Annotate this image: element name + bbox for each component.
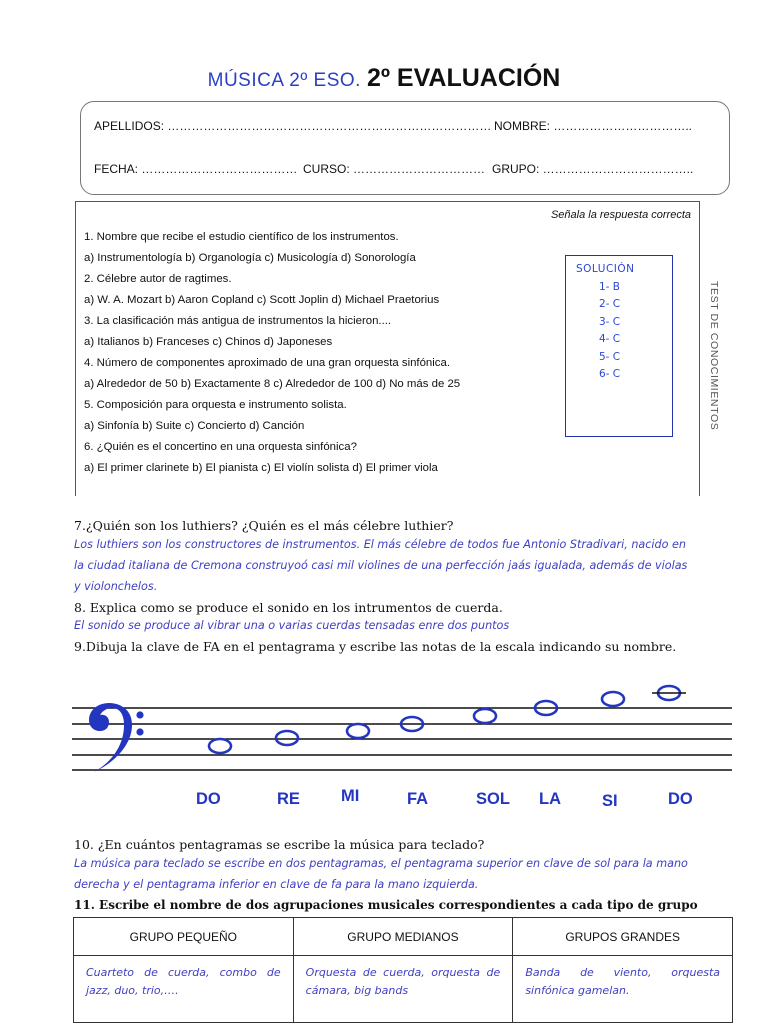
solution-title: SOLUCIÓN [576, 263, 635, 275]
test-line: a) El primer clarinete b) El pianista c) El violín solista d) El primer viola [84, 462, 438, 474]
solution-box [565, 255, 673, 437]
answer-8: El sonido se produce al vibrar una o varias cuerdas tensadas enre dos puntos [74, 619, 510, 632]
answer-7-line: y violonchelos. [74, 580, 158, 593]
header-large-group: GRUPOS GRANDES [513, 918, 733, 956]
bass-clef-icon [89, 703, 144, 772]
test-line: 6. ¿Quién es el concertino en una orquesta sinfónica? [84, 441, 357, 453]
answer-10-line: La música para teclado se escribe en dos pentagramas, el pentagrama superior en clave de sol para la mano [74, 857, 688, 870]
solution-item: 2- C [599, 298, 621, 310]
staff-lines [72, 708, 732, 770]
answer-7-line: Los luthiers son los constructores de instrumentos. El más célebre de todos fue Antonio Stradivari, nacido en [74, 538, 687, 551]
question-7: 7.¿Quién son los luthiers? ¿Quién es el más célebre luthier? [74, 518, 454, 533]
music-staff [62, 675, 734, 785]
note-label: FA [407, 790, 429, 808]
test-line: a) Sinfonía b) Suite c) Concierto d) Canción [84, 420, 305, 432]
answer-10-line: derecha y el pentagrama inferior en clave de fa para la mano izquierda. [74, 878, 479, 891]
solution-item: 1- B [599, 281, 621, 293]
student-info-box [80, 101, 730, 195]
page-title [0, 64, 768, 93]
question-8: 8. Explica como se produce el sonido en los intrumentos de cuerda. [74, 600, 503, 615]
question-10: 10. ¿En cuántos pentagramas se escribe la música para teclado? [74, 837, 485, 852]
answer-7-line: la ciudad italiana de Cremona construyoó casi mil violines de una perfección jaás igualada, además de violas [74, 559, 688, 572]
group-field[interactable]: GRUPO: ……………………………….. [492, 162, 694, 176]
test-side-label [706, 281, 722, 441]
solution-item: 4- C [599, 333, 621, 345]
test-line: a) W. A. Mozart b) Aaron Copland c) Scott Joplin d) Michael Praetorius [84, 294, 440, 306]
name-field[interactable]: NOMBRE: …………………………….. [494, 119, 693, 133]
test-line: a) Instrumentología b) Organología c) Musicología d) Sonorología [84, 252, 416, 264]
notes [209, 686, 680, 753]
note-label: SI [602, 792, 618, 810]
test-side-label-text: TEST DE CONOCIMIENTOS [708, 281, 720, 431]
staff-exercise [62, 675, 734, 823]
test-line: 5. Composición para orquesta e instrumento solista. [84, 399, 347, 411]
cell-medium-group: Orquesta de cuerda, orquesta de cámara, big bands [293, 956, 513, 1023]
test-line: 3. La clasificación más antigua de instrumentos la hicieron.... [84, 315, 392, 327]
table-row [74, 956, 733, 1023]
header-small-group: GRUPO PEQUEÑO [74, 918, 294, 956]
note-label: RE [277, 790, 300, 808]
test-line: a) Italianos b) Franceses c) Chinos d) Japoneses [84, 336, 333, 348]
note-re [276, 731, 298, 745]
question-9: 9.Dibuja la clave de FA en el pentagrama y escribe las notas de la escala indicando su nombre. [74, 639, 677, 654]
table-header-row [74, 918, 733, 956]
note-mi [347, 724, 369, 738]
test-line: 1. Nombre que recibe el estudio científico de los instrumentos. [84, 231, 399, 243]
solution-item: 6- C [599, 368, 621, 380]
knowledge-test [75, 201, 700, 496]
note-label: DO [668, 790, 693, 808]
header-medium-group: GRUPO MEDIANOS [293, 918, 513, 956]
note-sol [474, 709, 496, 723]
course-field[interactable]: CURSO: …………………………… [303, 162, 486, 176]
date-field[interactable]: FECHA: ………………………………… [94, 162, 298, 176]
solution-item: 3- C [599, 316, 621, 328]
solution-item: 5- C [599, 351, 621, 363]
note-label: DO [196, 790, 221, 808]
note-label: SOL [476, 790, 510, 808]
note-do [209, 739, 231, 753]
note-label: MI [341, 787, 360, 805]
test-instruction: Señala la respuesta correcta [550, 209, 691, 221]
cell-small-group: Cuarteto de cuerda, combo de jazz, duo, trio,…. [74, 956, 294, 1023]
cell-large-group: Banda de viento, orquesta sinfónica gamelan. [513, 956, 733, 1023]
subject-title: MÚSICA 2º ESO. [207, 70, 361, 91]
groups-table [73, 917, 733, 1023]
test-line: 4. Número de componentes aproximado de una gran orquesta sinfónica. [84, 357, 450, 369]
test-line: 2. Célebre autor de ragtimes. [84, 273, 232, 285]
question-11: 11. Escribe el nombre de dos agrupaciones musicales correspondientes a cada tipo de grupo [74, 898, 698, 912]
note-si [602, 692, 624, 706]
note-label: LA [539, 790, 561, 808]
surname-field[interactable]: APELLIDOS: ……………………………………………………………………… [94, 119, 492, 133]
evaluation-title: 2º EVALUACIÓN [366, 64, 561, 92]
test-line: a) Alrededor de 50 b) Exactamente 8 c) Alrededor de 100 d) No más de 25 [84, 378, 461, 390]
